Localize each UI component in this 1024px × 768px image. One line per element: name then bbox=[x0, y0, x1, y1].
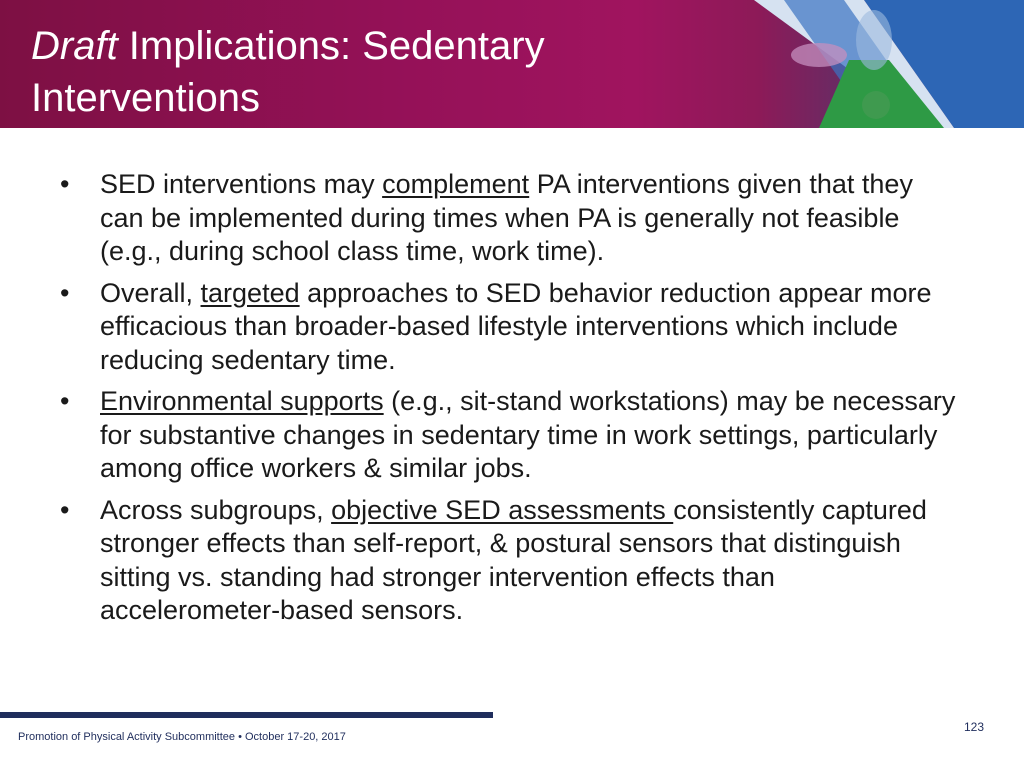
bullet-text-after: approaches to SED behavior reduction appear more efficacious than broader-based lifestyle interventions which include reducing sedentary time. bbox=[100, 277, 932, 375]
underlined-term: complement bbox=[382, 169, 530, 199]
bullet-marker: • bbox=[60, 386, 70, 416]
underlined-term: objective SED assessments bbox=[331, 494, 674, 525]
bullet-marker: • bbox=[60, 494, 70, 525]
bullet-text-after: (e.g., sit-stand workstations) may be necessary for substantive changes in sedentary time in work settings, particularly among office workers & similar jobs. bbox=[100, 386, 956, 483]
footer-caption: Promotion of Physical Activity Subcommittee • October 17-20, 2017 bbox=[18, 731, 346, 743]
title-line-2: Interventions bbox=[31, 76, 261, 120]
page-title bbox=[31, 20, 545, 124]
bullet-text-after: consistently captured stronger effects than self-report, & postural sensors that distinguish sitting vs. standing had stronger intervention effects than accelerometer-based sensors. bbox=[100, 494, 927, 625]
bullet-text-before: SED interventions may bbox=[100, 169, 383, 199]
list-item bbox=[60, 494, 960, 628]
page-number: 123 bbox=[963, 720, 984, 734]
list-item bbox=[60, 168, 960, 269]
title-line-1: Implications: Sedentary bbox=[117, 24, 545, 68]
header-graphic bbox=[724, 0, 1024, 128]
bullet-marker: • bbox=[60, 277, 70, 308]
bullet-text-before: Overall, bbox=[100, 277, 201, 308]
bullet-list bbox=[60, 168, 960, 636]
list-item bbox=[60, 385, 960, 486]
bullet-text-after: PA interventions given that they can be implemented during times when PA is generally not feasible (e.g., during school class time, work time). bbox=[100, 169, 913, 266]
underlined-term: targeted bbox=[200, 277, 300, 308]
title-banner bbox=[0, 0, 1024, 128]
player-figure bbox=[862, 91, 890, 119]
title-draft-label: Draft bbox=[31, 24, 118, 68]
athlete-figure-2 bbox=[856, 10, 892, 70]
bullet-marker: • bbox=[60, 169, 70, 199]
athlete-figure bbox=[791, 43, 847, 67]
bullet-text-before: Across subgroups, bbox=[100, 494, 332, 525]
footer-rule bbox=[0, 712, 493, 718]
underlined-term: Environmental supports bbox=[100, 386, 384, 416]
list-item bbox=[60, 277, 960, 378]
